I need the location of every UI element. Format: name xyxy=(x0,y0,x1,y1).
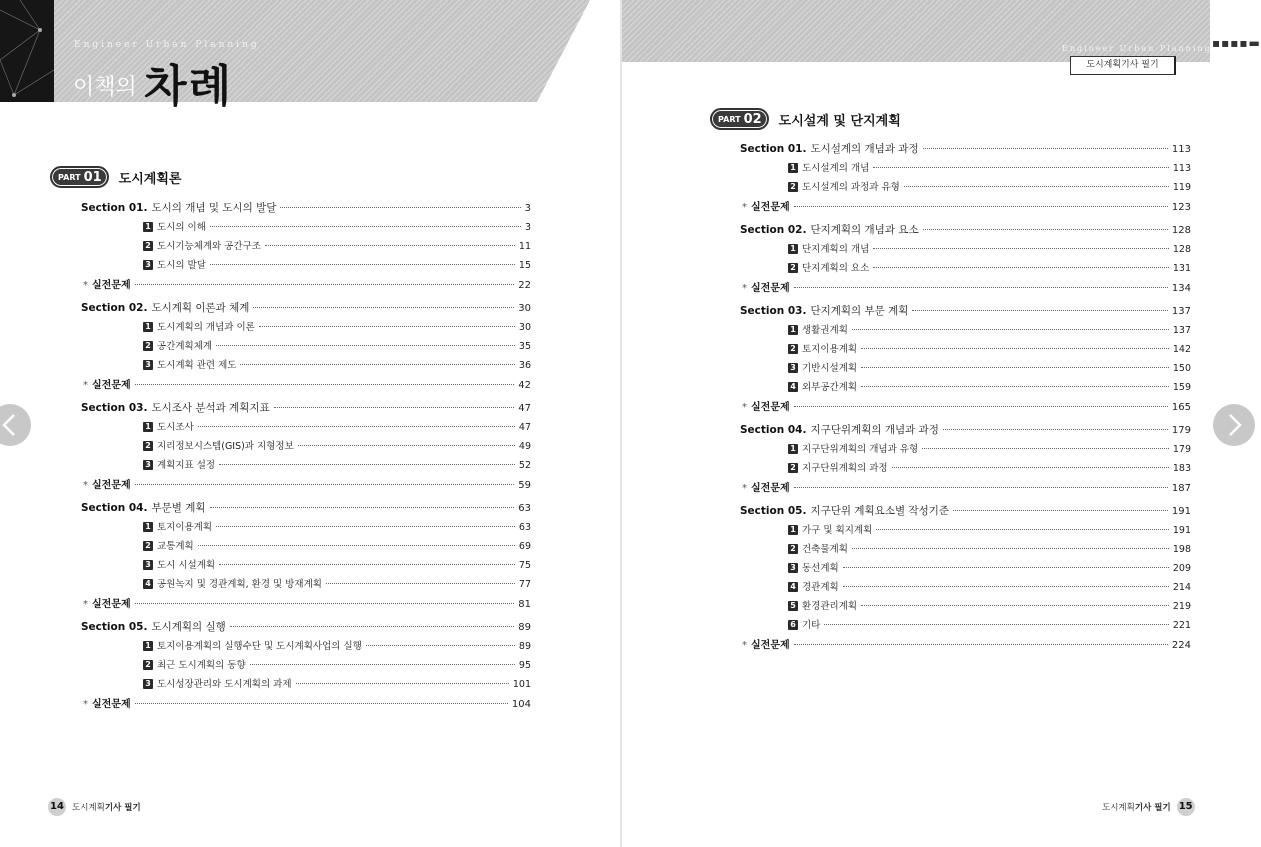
page-ref: 52 xyxy=(518,459,531,471)
subsection-title: 경관계획 xyxy=(802,581,839,593)
page-ref: 3 xyxy=(524,203,531,214)
subsection-row[interactable] xyxy=(143,257,531,271)
subsection-title: 지구단위계획의 개념과 유형 xyxy=(802,444,919,455)
page-ref: 11 xyxy=(518,240,531,252)
section-row[interactable] xyxy=(81,300,531,315)
section-title: 부문별 계획 xyxy=(151,502,206,514)
page-ref: 63 xyxy=(518,503,531,514)
left-page xyxy=(0,0,621,847)
subsection-row[interactable] xyxy=(143,676,531,690)
right-page xyxy=(622,0,1261,847)
part-title: 도시설계 및 단지계획 xyxy=(778,113,901,129)
page-number: 15 xyxy=(1177,798,1195,816)
practice-title: 실전문제 xyxy=(92,598,131,610)
item-number: 1 xyxy=(788,163,798,173)
page-ref: 179 xyxy=(1172,444,1191,455)
section-label: Section 01. xyxy=(740,143,807,155)
dot-leader xyxy=(861,386,1169,387)
footer-book-suffix: 기사 필기 xyxy=(1134,803,1171,813)
dot-leader xyxy=(259,326,515,327)
subsection-row[interactable] xyxy=(143,638,531,652)
subsection-title: 토지이용계획 xyxy=(802,344,858,355)
dot-leader xyxy=(210,264,515,265)
page-ref: 119 xyxy=(1172,181,1191,193)
dot-leader xyxy=(852,548,1169,549)
subsection-title: 도시성장관리와 도시계획의 과제 xyxy=(157,678,292,690)
subsection-row[interactable] xyxy=(143,657,531,671)
page-ref: 15 xyxy=(518,259,531,271)
page-ref: 22 xyxy=(518,279,531,291)
subsection-title: 공원녹지 및 경관계획, 환경 및 방재계획 xyxy=(157,578,322,590)
subsection-row[interactable] xyxy=(788,160,1191,174)
section-row[interactable] xyxy=(81,500,531,515)
page-ref: 137 xyxy=(1172,325,1191,337)
part-badge xyxy=(50,166,109,188)
page-ref: 142 xyxy=(1172,344,1191,355)
practice-marker: * xyxy=(83,479,88,491)
item-number: 2 xyxy=(143,441,153,451)
subsection-row[interactable] xyxy=(788,322,1191,336)
section-title: 도시계획 이론과 체계 xyxy=(151,302,250,314)
header-graphic xyxy=(0,0,54,102)
subsection-row[interactable] xyxy=(143,338,531,352)
practice-marker: * xyxy=(742,282,747,294)
practice-row[interactable] xyxy=(83,595,531,610)
next-page-button[interactable] xyxy=(1213,404,1255,446)
item-number: 3 xyxy=(143,260,153,270)
subsection-title: 환경관리계획 xyxy=(802,600,858,612)
page-ref: 187 xyxy=(1171,482,1191,494)
practice-row[interactable] xyxy=(742,398,1191,413)
dot-leader xyxy=(216,526,515,527)
subsection-title: 도시설계의 개념 xyxy=(802,162,870,174)
item-number: 2 xyxy=(788,182,798,192)
dot-leader xyxy=(216,345,515,346)
prev-page-button[interactable] xyxy=(0,404,31,446)
page-ref: 63 xyxy=(518,521,531,533)
subsection-row[interactable] xyxy=(143,519,531,533)
practice-row[interactable] xyxy=(83,476,531,491)
subsection-title: 지구단위계획의 과정 xyxy=(802,462,888,474)
dot-leader xyxy=(794,287,1168,288)
subsection-row[interactable] xyxy=(143,457,531,471)
item-number: 3 xyxy=(143,460,153,470)
page-ref: 104 xyxy=(511,698,531,710)
dot-leader xyxy=(326,583,515,584)
section-row[interactable] xyxy=(81,200,531,215)
page-ref: 81 xyxy=(518,598,531,610)
page-ref: 221 xyxy=(1172,619,1191,631)
subsection-row[interactable] xyxy=(143,357,531,371)
subsection-row[interactable] xyxy=(143,538,531,552)
page-ref: 131 xyxy=(1172,262,1191,274)
item-number: 2 xyxy=(788,344,798,354)
subsection-row[interactable] xyxy=(143,219,531,233)
section-label: Section 03. xyxy=(81,402,148,414)
dot-leader xyxy=(876,529,1169,530)
section-row[interactable] xyxy=(740,141,1191,156)
page-ref: 113 xyxy=(1171,144,1191,155)
subsection-row[interactable] xyxy=(788,598,1191,612)
page-title: 차례 xyxy=(144,61,234,112)
subsection-title: 공간계획체계 xyxy=(157,340,213,352)
subsection-row[interactable] xyxy=(788,460,1191,474)
subsection-title: 도시계획의 개념과 이론 xyxy=(157,321,255,333)
practice-row[interactable] xyxy=(742,198,1191,213)
header-english-text: Engineer Urban Planning xyxy=(1062,44,1212,53)
dot-leader xyxy=(852,329,1169,330)
page-ref: 113 xyxy=(1172,162,1191,174)
dot-leader xyxy=(135,484,515,485)
item-number: 1 xyxy=(788,444,798,454)
subsection-row[interactable] xyxy=(788,179,1191,193)
page-ref: 191 xyxy=(1171,506,1191,518)
part-word: PART xyxy=(718,114,741,124)
item-number: 5 xyxy=(788,601,798,611)
dot-leader xyxy=(873,248,1169,249)
book-label: 도시계획기사 필기 xyxy=(1070,56,1176,75)
page-ref: 75 xyxy=(518,559,531,571)
practice-marker: * xyxy=(742,482,747,494)
subsection-title: 도시의 발달 xyxy=(157,259,206,271)
part-number: 02 xyxy=(743,111,762,127)
dot-leader xyxy=(843,586,1169,587)
practice-row[interactable] xyxy=(83,695,531,710)
item-number: 4 xyxy=(788,382,798,392)
subsection-row[interactable] xyxy=(143,576,531,590)
section-label: Section 04. xyxy=(740,424,807,437)
practice-title: 실전문제 xyxy=(92,279,131,291)
page-ref: 150 xyxy=(1172,362,1191,374)
dot-leader xyxy=(794,206,1168,207)
section-title: 도시조사 분석과 계획지표 xyxy=(151,402,270,414)
practice-row[interactable] xyxy=(742,479,1191,494)
dot-leader xyxy=(943,429,1168,430)
page-ref: 77 xyxy=(518,578,531,590)
practice-title: 실전문제 xyxy=(92,379,131,391)
subsection-row[interactable] xyxy=(788,541,1191,555)
page-ref: 30 xyxy=(518,303,531,314)
subsection-row[interactable] xyxy=(788,579,1191,593)
subsection-row[interactable] xyxy=(788,260,1191,274)
subsection-title: 기타 xyxy=(802,619,821,631)
item-number: 1 xyxy=(788,525,798,535)
subsection-title: 계획지표 설정 xyxy=(157,459,216,471)
subsection-title: 토지이용계획의 실행수단 및 도시계획사업의 실행 xyxy=(157,640,362,652)
page-ref: 191 xyxy=(1172,525,1191,537)
header-english-text: Engineer Urban Planning xyxy=(74,40,260,50)
section-title: 도시설계의 개념과 과정 xyxy=(810,143,919,155)
subsection-row[interactable] xyxy=(143,419,531,433)
page-ref: 214 xyxy=(1172,581,1191,593)
practice-title: 실전문제 xyxy=(751,482,790,494)
part-heading xyxy=(710,108,901,130)
practice-title: 실전문제 xyxy=(751,201,790,213)
page-ref: 219 xyxy=(1172,600,1191,612)
page-ref: 47 xyxy=(518,403,531,414)
subsection-row[interactable] xyxy=(788,522,1191,536)
dot-leader xyxy=(296,683,509,684)
dot-leader xyxy=(861,605,1169,606)
dot-leader xyxy=(135,384,515,385)
dot-leader xyxy=(922,448,1169,449)
page-ref: 128 xyxy=(1172,244,1191,255)
dot-leader xyxy=(280,207,520,208)
subsection-row[interactable] xyxy=(788,360,1191,374)
practice-marker: * xyxy=(742,639,747,651)
item-number: 3 xyxy=(143,679,153,689)
dot-leader xyxy=(843,567,1169,568)
page-ref: 35 xyxy=(518,340,531,352)
item-number: 1 xyxy=(143,322,153,332)
practice-marker: * xyxy=(742,201,747,213)
chevron-left-icon xyxy=(0,404,31,446)
item-number: 6 xyxy=(788,620,798,630)
page-ref: 128 xyxy=(1171,225,1191,237)
section-row[interactable] xyxy=(740,303,1191,318)
item-number: 1 xyxy=(143,422,153,432)
page-ref: 36 xyxy=(518,359,531,371)
item-number: 2 xyxy=(143,341,153,351)
section-title: 도시계획의 실행 xyxy=(151,620,226,633)
footer-book-suffix: 기사 필기 xyxy=(104,803,141,813)
dot-leader xyxy=(210,507,515,508)
section-label: Section 01. xyxy=(81,202,148,214)
section-row[interactable] xyxy=(740,503,1191,518)
item-number: 4 xyxy=(143,579,153,589)
practice-marker: * xyxy=(83,279,88,291)
subsection-row[interactable] xyxy=(143,438,531,452)
dot-leader xyxy=(873,267,1169,268)
item-number: 2 xyxy=(143,660,153,670)
section-label: Section 05. xyxy=(81,620,148,633)
section-title: 단지계획의 개념과 요소 xyxy=(810,224,919,237)
item-number: 2 xyxy=(143,241,153,251)
dot-leader xyxy=(953,510,1168,511)
dot-leader xyxy=(861,367,1169,368)
dot-leader xyxy=(873,167,1169,168)
page-ref: 165 xyxy=(1171,401,1191,413)
item-number: 2 xyxy=(788,544,798,554)
page-ref: 209 xyxy=(1172,562,1191,574)
dot-leader xyxy=(265,245,515,246)
item-number: 2 xyxy=(788,463,798,473)
subsection-title: 토지이용계획 xyxy=(157,521,213,533)
practice-marker: * xyxy=(83,698,88,710)
practice-title: 실전문제 xyxy=(751,639,790,651)
title-small: 이책의 xyxy=(73,75,137,100)
footer-book-prefix: 도시계획 xyxy=(72,803,105,813)
dot-leader xyxy=(230,626,514,627)
practice-marker: * xyxy=(83,379,88,391)
practice-row[interactable] xyxy=(742,636,1191,651)
page-ref: 3 xyxy=(524,221,531,233)
page-ref: 137 xyxy=(1171,306,1191,318)
chevron-right-icon xyxy=(1213,404,1255,446)
dot-leader xyxy=(794,406,1168,407)
section-title: 지구단위 계획요소별 작성기준 xyxy=(810,505,950,518)
section-label: Section 04. xyxy=(81,502,148,514)
page-ref: 69 xyxy=(518,540,531,552)
page-ref: 89 xyxy=(518,640,531,652)
subsection-title: 가구 및 획지계획 xyxy=(802,525,873,537)
dot-leader xyxy=(135,703,508,704)
page-footer xyxy=(1102,798,1195,816)
dot-leader xyxy=(240,364,514,365)
dot-leader xyxy=(366,645,515,646)
section-label: Section 05. xyxy=(740,505,807,518)
part-heading xyxy=(50,166,181,188)
subsection-title: 기반시설계획 xyxy=(802,362,858,374)
item-number: 3 xyxy=(788,563,798,573)
page-ref: 159 xyxy=(1172,381,1191,393)
dot-leader xyxy=(135,603,515,604)
page-number: 14 xyxy=(48,798,66,816)
subsection-title: 도시설계의 과정과 유형 xyxy=(802,181,900,193)
section-title: 도시의 개념 및 도시의 발달 xyxy=(151,202,277,214)
page-ref: 183 xyxy=(1172,462,1191,474)
practice-title: 실전문제 xyxy=(92,479,131,491)
dot-leader xyxy=(250,664,515,665)
subsection-row[interactable] xyxy=(788,379,1191,393)
subsection-row[interactable] xyxy=(143,557,531,571)
section-row[interactable] xyxy=(740,222,1191,237)
item-number: 3 xyxy=(143,360,153,370)
dot-leader xyxy=(219,464,515,465)
dot-leader xyxy=(923,148,1168,149)
subsection-title: 건축물계획 xyxy=(802,544,848,555)
section-row[interactable] xyxy=(740,422,1191,437)
part-number: 01 xyxy=(83,169,102,185)
page-ref: 123 xyxy=(1171,201,1191,213)
item-number: 3 xyxy=(143,560,153,570)
dot-leader xyxy=(923,229,1168,230)
dot-leader xyxy=(298,445,515,446)
subsection-row[interactable] xyxy=(788,441,1191,455)
item-number: 1 xyxy=(143,641,153,651)
section-row[interactable] xyxy=(81,400,531,415)
item-number: 1 xyxy=(143,522,153,532)
dots-decoration: ▪▪▪▪▬ xyxy=(1212,36,1261,50)
dot-leader xyxy=(912,310,1167,311)
dot-leader xyxy=(274,407,515,408)
subsection-title: 단지계획의 개념 xyxy=(802,244,870,255)
item-number: 4 xyxy=(788,582,798,592)
page-ref: 47 xyxy=(518,421,531,433)
subsection-title: 동선계획 xyxy=(802,562,839,574)
dot-leader xyxy=(892,467,1169,468)
practice-row[interactable] xyxy=(83,376,531,391)
section-title: 단지계획의 부문 계획 xyxy=(810,305,909,318)
item-number: 1 xyxy=(788,244,798,254)
practice-title: 실전문제 xyxy=(751,282,790,294)
dot-leader xyxy=(904,186,1169,187)
dot-leader xyxy=(198,545,515,546)
subsection-title: 도시 시설계획 xyxy=(157,559,216,571)
page-ref: 89 xyxy=(518,621,531,633)
subsection-title: 도시조사 xyxy=(157,421,194,433)
subsection-title: 도시기능체계와 공간구조 xyxy=(157,240,261,252)
section-label: Section 02. xyxy=(740,224,807,237)
page-ref: 101 xyxy=(512,678,531,690)
footer-book-prefix: 도시계획 xyxy=(1102,803,1135,813)
subsection-title: 최근 도시계획의 동향 xyxy=(157,659,246,671)
practice-row[interactable] xyxy=(742,279,1191,294)
section-label: Section 03. xyxy=(740,305,807,318)
part-word: PART xyxy=(58,172,81,182)
subsection-title: 생활권계획 xyxy=(802,325,848,337)
practice-marker: * xyxy=(83,598,88,610)
page-ref: 59 xyxy=(518,479,531,491)
page-ref: 42 xyxy=(518,379,531,391)
page-ref: 49 xyxy=(518,440,531,452)
page-ref: 95 xyxy=(518,659,531,671)
subsection-title: 도시계획 관련 제도 xyxy=(157,359,237,371)
dot-leader xyxy=(794,644,1168,645)
subsection-row[interactable] xyxy=(788,560,1191,574)
section-title: 지구단위계획의 개념과 과정 xyxy=(810,424,939,437)
subsection-title: 교통계획 xyxy=(157,540,194,552)
practice-marker: * xyxy=(742,401,747,413)
subsection-title: 단지계획의 요소 xyxy=(802,262,870,274)
dot-leader xyxy=(135,284,515,285)
page-ref: 179 xyxy=(1171,425,1191,437)
subsection-row[interactable] xyxy=(788,241,1191,255)
item-number: 3 xyxy=(788,363,798,373)
page-footer xyxy=(48,798,141,816)
subsection-row[interactable] xyxy=(143,238,531,252)
item-number: 2 xyxy=(143,541,153,551)
dot-leader xyxy=(219,564,515,565)
subsection-title: 도시의 이해 xyxy=(157,221,206,233)
dot-leader xyxy=(861,348,1169,349)
practice-row[interactable] xyxy=(83,276,531,291)
subsection-row[interactable] xyxy=(788,341,1191,355)
part-title: 도시계획론 xyxy=(118,171,182,187)
practice-title: 실전문제 xyxy=(751,401,790,413)
page-ref: 30 xyxy=(518,321,531,333)
dot-leader xyxy=(210,226,521,227)
subsection-row[interactable] xyxy=(143,319,531,333)
subsection-title: 지리정보시스템(GIS)과 지형정보 xyxy=(157,440,294,452)
dot-leader xyxy=(253,307,514,308)
section-label: Section 02. xyxy=(81,302,148,314)
dot-leader xyxy=(824,624,1169,625)
practice-title: 실전문제 xyxy=(92,698,131,710)
page-ref: 134 xyxy=(1171,282,1191,294)
subsection-row[interactable] xyxy=(788,617,1191,631)
item-number: 2 xyxy=(788,263,798,273)
dot-leader xyxy=(198,426,515,427)
subsection-title: 외부공간계획 xyxy=(802,381,858,393)
part-badge xyxy=(710,108,769,130)
section-row[interactable] xyxy=(81,619,531,634)
item-number: 1 xyxy=(788,325,798,335)
dot-leader xyxy=(794,487,1168,488)
page-ref: 198 xyxy=(1172,544,1191,555)
page-ref: 224 xyxy=(1171,639,1191,651)
item-number: 1 xyxy=(143,222,153,232)
